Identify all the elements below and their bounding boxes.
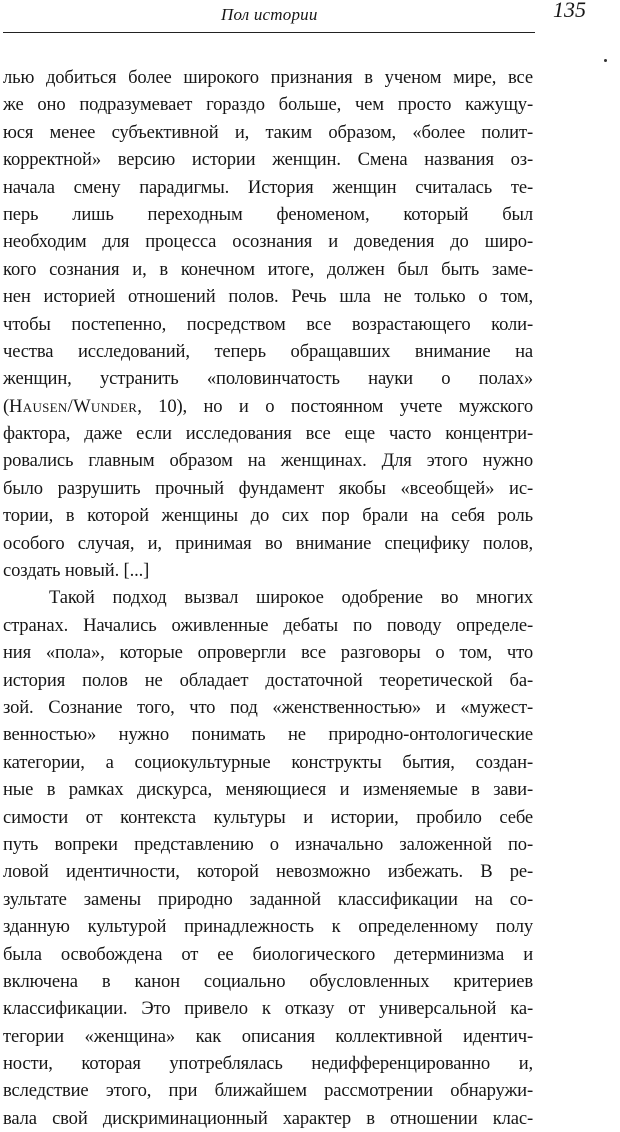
text-line: ные в рамках дискурса, меняющиеся и изменяемые в зави- (3, 779, 533, 801)
text-line: начала смену парадигмы. История женщин считалась те- (3, 176, 533, 198)
text-line: корректной» версию истории женщин. Смена названия оз- (3, 149, 533, 171)
citation-line: (Hausen/Wunder, 10), но и о постоянном учете мужского (3, 395, 533, 417)
text-line: чества исследований, теперь обращавших внимание на (3, 340, 533, 362)
text-line: тегории «женщина» как описания коллективной идентич- (3, 1025, 533, 1047)
text-line: история полов не обладает достаточной теоретической ба- (3, 669, 533, 691)
text-line: включена в канон социально обусловленных критериев (3, 970, 533, 992)
text-line: было разрушить прочный фундамент якобы «всеобщей» ис- (3, 477, 533, 499)
text-line: кого сознания и, в конечном итоге, должен был быть заме- (3, 258, 533, 280)
text-line: ровались главным образом на женщинах. Для этого нужно (3, 450, 533, 472)
text-line: ловой идентичности, которой невозможно избежать. В ре- (3, 861, 533, 883)
text-line: зой. Сознание того, что под «женственностью» и «мужест- (3, 696, 533, 718)
page-number: 135 (553, 0, 586, 22)
text-line: чтобы постепенно, посредством все возрастающего коли- (3, 313, 533, 335)
scan-speck (604, 59, 607, 62)
text-line: же оно подразумевает гораздо больше, чем просто кажущу- (3, 94, 533, 116)
text-line: юся менее субъективной и, таким образом, «более полит- (3, 121, 533, 143)
running-title: Пол истории (221, 5, 318, 24)
text-line: путь вопреки представлению о изначально заложенной по- (3, 833, 533, 855)
text-line: перь лишь переходным феноменом, который был (3, 203, 533, 225)
text-line: симости от контекста культуры и истории, пробило себе (3, 806, 533, 828)
running-header (3, 0, 586, 33)
text-line: категории, а социокультурные конструкты бытия, создан- (3, 751, 533, 773)
body-text (3, 64, 533, 1132)
text-line: нен историей отношений полов. Речь шла не только о том, (3, 286, 533, 308)
text-line: особого случая, и, принимая во внимание специфику полов, (3, 532, 533, 554)
text-line: женщин, устранить «половинчатость науки о полах» (3, 368, 533, 390)
text-line: ности, которая употреблялась недифференцированно и, (3, 1053, 533, 1075)
text-line: зданную культурой принадлежность к определенному полу (3, 916, 533, 938)
text-line: необходим для процесса осознания и доведения до широ- (3, 231, 533, 253)
text-line: тории, в которой женщины до сих пор брали на себя роль (3, 505, 533, 527)
text-line: была освобождена от ее биологического детерминизма и (3, 943, 533, 965)
text-line: вследствие этого, при ближайшем рассмотрении обнаружи- (3, 1080, 533, 1102)
text-line: зультате замены природно заданной классификации на со- (3, 888, 533, 910)
text-line: вала свой дискриминационный характер в отношении клас- (3, 1107, 533, 1129)
paragraph-end-line: создать новый. [...] (3, 560, 150, 582)
text-line: венностью» нужно понимать не природно-онтологические (3, 724, 533, 746)
text-line: классификации. Это привело к отказу от универсальной ка- (3, 998, 533, 1020)
text-line: лью добиться более широкого признания в ученом мире, все (3, 67, 533, 88)
text-line: ния «пола», которые опровергли все разговоры о том, что (3, 642, 533, 664)
paragraph-start-line: Такой подход вызвал широкое одобрение во многих (49, 587, 533, 609)
text-line: странах. Начались оживленные дебаты по поводу определе- (3, 614, 533, 636)
text-line: фактора, даже если исследования все еще часто концентри- (3, 423, 533, 445)
